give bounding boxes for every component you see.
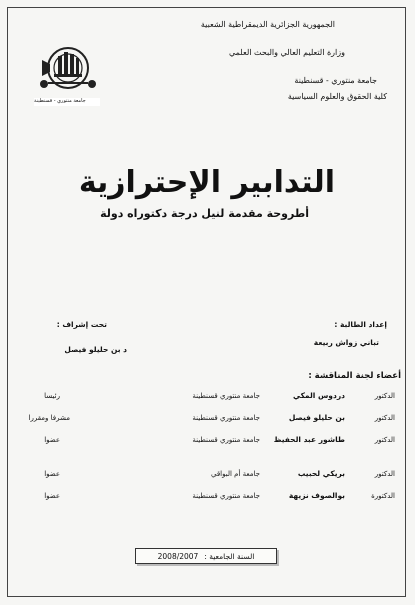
member-name: بريكي لحبيب (297, 469, 345, 478)
supervision-label: تحت إشراف : (56, 320, 107, 329)
thesis-title: التدابير الإحترازية (78, 165, 335, 200)
student-name: تباني زواش ربيعة (313, 338, 379, 347)
university-line: جامعة منتوري - قسنطينة (294, 76, 377, 85)
ministry-line: وزارة التعليم العالي والبحث العلمي (229, 48, 345, 57)
thesis-subtitle: أطروحة مقدمة لنيل درجة دكتوراه دولة (100, 207, 309, 220)
member-name: بن حليلو فيصل (288, 413, 345, 422)
member-title: الدكتور (374, 436, 395, 444)
academic-year-value: 2008/2007 (157, 551, 199, 561)
university-logo (28, 42, 104, 110)
member-name: بوالصوف نزيهة (288, 491, 345, 500)
member-name: طاشور عبد الحفيظ (273, 435, 345, 444)
member-title: الدكتورة (371, 492, 395, 500)
academic-year-box (135, 548, 277, 564)
member-affiliation: جامعة منتوري قسنطينة (192, 492, 260, 500)
member-title: الدكتور (374, 470, 395, 478)
member-affiliation: جامعة منتوري قسنطينة (192, 436, 260, 444)
supervisor-name: د بن حليلو فيصل (64, 345, 127, 354)
prepared-by-label: إعداد الطالبة : (334, 320, 387, 329)
member-role: عضوا (44, 470, 60, 478)
member-role: مشرفا ومقررا (28, 414, 70, 422)
member-title: الدكتور (374, 414, 395, 422)
committee-label: أعضاء لجنة المناقشة : (308, 371, 401, 381)
member-role: رئيسا (44, 392, 60, 400)
member-title: الدكتور (374, 392, 395, 400)
member-affiliation: جامعة أم البواقي (211, 470, 260, 478)
academic-year-label: السنة الجامعية : (204, 551, 255, 561)
logo-caption: جامعة منتوري - قسنطينة (34, 98, 86, 104)
faculty-line: كلية الحقوق والعلوم السياسية (287, 92, 387, 101)
member-affiliation: جامعة منتوري قسنطينة (192, 392, 260, 400)
republic-line: الجمهورية الجزائرية الديمقراطية الشعبية (200, 20, 335, 29)
member-affiliation: جامعة منتوري قسنطينة (192, 414, 260, 422)
member-name: دردوس المكي (292, 391, 345, 400)
member-role: عضوا (44, 436, 60, 444)
member-role: عضوا (44, 492, 60, 500)
